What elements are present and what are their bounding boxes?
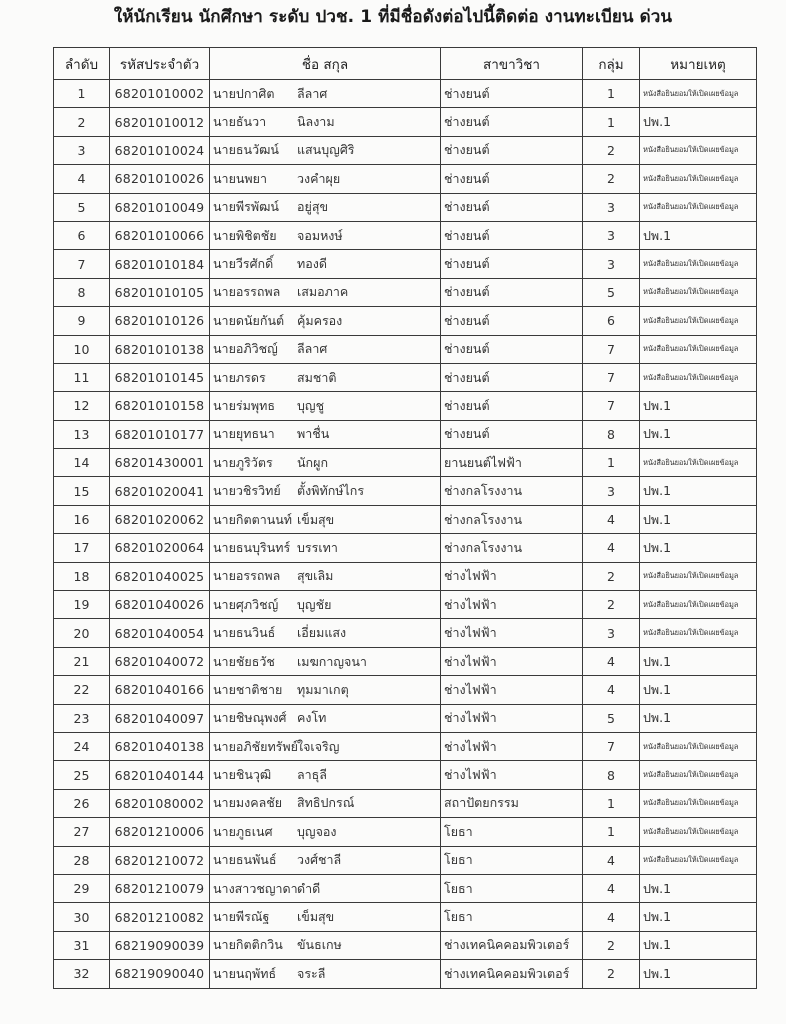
- cell-student-id: 68201010126: [110, 307, 210, 335]
- cell-name: [210, 591, 441, 619]
- cell-no: 7: [54, 250, 110, 278]
- cell-major: ช่างยนต์: [441, 136, 583, 164]
- table-row: [54, 732, 757, 760]
- table-row: [54, 136, 757, 164]
- cell-no: 8: [54, 278, 110, 306]
- cell-name: [210, 534, 441, 562]
- cell-major: โยธา: [441, 846, 583, 874]
- cell-note: หนังสือยินยอมให้เปิดเผยข้อมูล: [640, 193, 757, 221]
- cell-name: [210, 108, 441, 136]
- cell-note: หนังสือยินยอมให้เปิดเผยข้อมูล: [640, 846, 757, 874]
- cell-student-id: 68201020064: [110, 534, 210, 562]
- cell-no: 29: [54, 874, 110, 902]
- cell-name: [210, 505, 441, 533]
- cell-major: ช่างกลโรงงาน: [441, 477, 583, 505]
- cell-student-id: 68201040097: [110, 704, 210, 732]
- cell-no: 9: [54, 307, 110, 335]
- first-name: นายวชิรวิทย์: [213, 483, 281, 499]
- cell-major: ช่างไฟฟ้า: [441, 676, 583, 704]
- cell-note: หนังสือยินยอมให้เปิดเผยข้อมูล: [640, 335, 757, 363]
- last-name: ลาธุลี: [297, 767, 327, 783]
- table-row: [54, 761, 757, 789]
- page-title: ให้นักเรียน นักศึกษา ระดับ ปวช. 1 ที่มีชื่อดังต่อไปนี้ติดต่อ งานทะเบียน ด่วน: [113, 7, 673, 27]
- table-row: [54, 960, 757, 988]
- first-name: นายนพยา: [213, 170, 268, 186]
- first-name: นายวีรศักดิ์: [213, 256, 274, 272]
- cell-no: 32: [54, 960, 110, 988]
- last-name: คงโท: [297, 710, 327, 726]
- cell-name: [210, 960, 441, 988]
- cell-major: ช่างไฟฟ้า: [441, 704, 583, 732]
- cell-major: ช่างยนต์: [441, 80, 583, 108]
- cell-student-id: 68201010024: [110, 136, 210, 164]
- header-id: รหัสประจำตัว: [110, 48, 210, 80]
- cell-major: ช่างไฟฟ้า: [441, 761, 583, 789]
- cell-student-id: 68201010177: [110, 420, 210, 448]
- cell-major: สถาปัตยกรรม: [441, 789, 583, 817]
- last-name: ดำดี: [297, 880, 321, 896]
- cell-major: ช่างยนต์: [441, 307, 583, 335]
- cell-student-id: 68201040054: [110, 619, 210, 647]
- cell-name: [210, 732, 441, 760]
- cell-group: 3: [583, 619, 640, 647]
- table-row: [54, 591, 757, 619]
- cell-group: 2: [583, 960, 640, 988]
- cell-student-id: 68201040072: [110, 647, 210, 675]
- cell-name: [210, 789, 441, 817]
- first-name: นายชิษณุพงศ์: [213, 710, 287, 726]
- cell-student-id: 68201210006: [110, 818, 210, 846]
- cell-student-id: 68201020041: [110, 477, 210, 505]
- first-name: นายธนพันธ์: [213, 852, 277, 868]
- cell-major: ยานยนต์ไฟฟ้า: [441, 449, 583, 477]
- cell-note: หนังสือยินยอมให้เปิดเผยข้อมูล: [640, 761, 757, 789]
- cell-note: หนังสือยินยอมให้เปิดเผยข้อมูล: [640, 818, 757, 846]
- cell-student-id: 68201020062: [110, 505, 210, 533]
- cell-no: 20: [54, 619, 110, 647]
- table-row: [54, 562, 757, 590]
- cell-note: ปพ.1: [640, 392, 757, 420]
- cell-no: 15: [54, 477, 110, 505]
- cell-no: 3: [54, 136, 110, 164]
- cell-no: 30: [54, 903, 110, 931]
- header-group: กลุ่ม: [583, 48, 640, 80]
- table-row: [54, 80, 757, 108]
- first-name: นายดนัยกันต์: [213, 312, 285, 328]
- cell-group: 4: [583, 874, 640, 902]
- cell-no: 2: [54, 108, 110, 136]
- table-row: [54, 477, 757, 505]
- cell-no: 27: [54, 818, 110, 846]
- cell-note: ปพ.1: [640, 960, 757, 988]
- cell-group: 4: [583, 505, 640, 533]
- cell-name: [210, 136, 441, 164]
- table-row: [54, 335, 757, 363]
- cell-group: 7: [583, 363, 640, 391]
- cell-name: [210, 874, 441, 902]
- cell-no: 18: [54, 562, 110, 590]
- last-name: สิทธิปกรณ์: [297, 795, 355, 811]
- last-name: อยู่สุข: [297, 199, 329, 215]
- cell-name: [210, 903, 441, 931]
- first-name: นายอภิวิชญ์: [213, 341, 278, 357]
- cell-no: 14: [54, 449, 110, 477]
- cell-name: [210, 676, 441, 704]
- header-name: ชื่อ สกุล: [210, 48, 441, 80]
- last-name: เข็มสุข: [297, 909, 335, 925]
- cell-major: โยธา: [441, 818, 583, 846]
- cell-note: หนังสือยินยอมให้เปิดเผยข้อมูล: [640, 789, 757, 817]
- last-name: ทุมมาเกตุ: [297, 681, 349, 697]
- cell-group: 2: [583, 562, 640, 590]
- table-row: [54, 420, 757, 448]
- cell-group: 4: [583, 534, 640, 562]
- cell-no: 16: [54, 505, 110, 533]
- last-name: ตั้งพิทักษ์ไกร: [297, 483, 365, 499]
- cell-note: ปพ.1: [640, 676, 757, 704]
- cell-student-id: 68201040138: [110, 732, 210, 760]
- cell-major: ช่างยนต์: [441, 335, 583, 363]
- cell-major: ช่างยนต์: [441, 363, 583, 391]
- table-row: [54, 647, 757, 675]
- last-name: จระลี: [297, 965, 326, 981]
- cell-no: 31: [54, 931, 110, 959]
- first-name: นายยุทธนา: [213, 426, 275, 442]
- cell-note: ปพ.1: [640, 874, 757, 902]
- table-row: [54, 165, 757, 193]
- cell-name: [210, 449, 441, 477]
- student-table: [53, 47, 757, 989]
- table-row: [54, 278, 757, 306]
- last-name: บุญชู: [297, 397, 325, 413]
- cell-name: [210, 363, 441, 391]
- table-row: [54, 108, 757, 136]
- cell-no: 11: [54, 363, 110, 391]
- last-name: ลีลาศ: [297, 341, 328, 357]
- last-name: ใจเจริญ: [297, 738, 340, 754]
- last-name: วงศ์ชาลี: [297, 852, 342, 868]
- cell-no: 24: [54, 732, 110, 760]
- cell-major: ช่างยนต์: [441, 108, 583, 136]
- cell-student-id: 68219090039: [110, 931, 210, 959]
- cell-group: 4: [583, 676, 640, 704]
- cell-name: [210, 278, 441, 306]
- cell-student-id: 68201210079: [110, 874, 210, 902]
- cell-group: 1: [583, 449, 640, 477]
- cell-group: 1: [583, 789, 640, 817]
- cell-no: 5: [54, 193, 110, 221]
- cell-name: [210, 392, 441, 420]
- cell-major: ช่างกลโรงงาน: [441, 505, 583, 533]
- cell-no: 13: [54, 420, 110, 448]
- cell-group: 4: [583, 903, 640, 931]
- last-name: เมฆกาญจนา: [297, 653, 367, 669]
- first-name: นายมงคลชัย: [213, 795, 283, 811]
- last-name: ทองดี: [297, 256, 327, 272]
- cell-no: 26: [54, 789, 110, 817]
- cell-major: ช่างยนต์: [441, 193, 583, 221]
- last-name: บุญจอง: [297, 823, 337, 839]
- last-name: สมชาติ: [297, 369, 337, 385]
- first-name: นายธนวินธ์: [213, 625, 276, 641]
- first-name: นายภรดร: [213, 369, 266, 385]
- table-row: [54, 931, 757, 959]
- cell-name: [210, 80, 441, 108]
- first-name: นายพิชิตชัย: [213, 227, 277, 243]
- cell-note: ปพ.1: [640, 903, 757, 931]
- last-name: เสมอภาค: [297, 284, 349, 300]
- table-row: [54, 193, 757, 221]
- cell-note: ปพ.1: [640, 647, 757, 675]
- cell-group: 5: [583, 704, 640, 732]
- cell-no: 21: [54, 647, 110, 675]
- cell-name: [210, 307, 441, 335]
- first-name: นายร่มพุทธ: [213, 397, 275, 413]
- cell-note: ปพ.1: [640, 108, 757, 136]
- last-name: เอี่ยมแสง: [297, 625, 347, 641]
- cell-note: ปพ.1: [640, 477, 757, 505]
- table-row: [54, 818, 757, 846]
- cell-note: หนังสือยินยอมให้เปิดเผยข้อมูล: [640, 165, 757, 193]
- cell-group: 3: [583, 193, 640, 221]
- cell-no: 19: [54, 591, 110, 619]
- first-name: นายพีรพัฒน์: [213, 199, 279, 215]
- cell-note: ปพ.1: [640, 221, 757, 249]
- first-name: นายชาติชาย: [213, 681, 283, 697]
- cell-major: ช่างยนต์: [441, 278, 583, 306]
- cell-name: [210, 647, 441, 675]
- first-name: นายพีรณัฐ: [213, 909, 270, 925]
- cell-note: หนังสือยินยอมให้เปิดเผยข้อมูล: [640, 278, 757, 306]
- header-no: ลำดับ: [54, 48, 110, 80]
- last-name: คุ้มครอง: [297, 312, 343, 328]
- last-name: สุขเลิม: [297, 568, 334, 584]
- cell-name: [210, 931, 441, 959]
- table-row: [54, 789, 757, 817]
- first-name: นางสาวชญาดา: [213, 880, 298, 896]
- cell-student-id: 68201010026: [110, 165, 210, 193]
- cell-major: ช่างไฟฟ้า: [441, 591, 583, 619]
- cell-no: 25: [54, 761, 110, 789]
- cell-student-id: 68201010158: [110, 392, 210, 420]
- table-row: [54, 619, 757, 647]
- table-header-row: [54, 48, 757, 80]
- cell-student-id: 68201040144: [110, 761, 210, 789]
- cell-major: ช่างไฟฟ้า: [441, 732, 583, 760]
- cell-major: โยธา: [441, 903, 583, 931]
- first-name: นายชัยธวัช: [213, 653, 275, 669]
- table-row: [54, 704, 757, 732]
- cell-name: [210, 477, 441, 505]
- table-row: [54, 534, 757, 562]
- table-row: [54, 449, 757, 477]
- cell-name: [210, 420, 441, 448]
- table-row: [54, 505, 757, 533]
- cell-note: หนังสือยินยอมให้เปิดเผยข้อมูล: [640, 732, 757, 760]
- cell-major: ช่างยนต์: [441, 420, 583, 448]
- last-name: ขันธเกษ: [297, 937, 342, 953]
- table-row: [54, 392, 757, 420]
- table-row: [54, 363, 757, 391]
- cell-group: 1: [583, 80, 640, 108]
- cell-note: หนังสือยินยอมให้เปิดเผยข้อมูล: [640, 363, 757, 391]
- table-row: [54, 307, 757, 335]
- cell-name: [210, 221, 441, 249]
- cell-group: 2: [583, 165, 640, 193]
- first-name: นายอรรถพล: [213, 568, 281, 584]
- cell-group: 2: [583, 136, 640, 164]
- cell-note: หนังสือยินยอมให้เปิดเผยข้อมูล: [640, 449, 757, 477]
- cell-group: 6: [583, 307, 640, 335]
- first-name: นายธนวัฒน์: [213, 142, 279, 158]
- cell-group: 7: [583, 392, 640, 420]
- cell-note: หนังสือยินยอมให้เปิดเผยข้อมูล: [640, 591, 757, 619]
- cell-major: ช่างไฟฟ้า: [441, 562, 583, 590]
- cell-no: 6: [54, 221, 110, 249]
- first-name: นายภูธเนศ: [213, 823, 273, 839]
- cell-group: 2: [583, 591, 640, 619]
- cell-major: ช่างเทคนิคคอมพิวเตอร์: [441, 931, 583, 959]
- table-row: [54, 250, 757, 278]
- first-name: นายธนบุรินทร์: [213, 539, 291, 555]
- cell-group: 7: [583, 335, 640, 363]
- first-name: นายชินวุฒิ: [213, 767, 272, 783]
- cell-note: หนังสือยินยอมให้เปิดเผยข้อมูล: [640, 307, 757, 335]
- cell-group: 8: [583, 761, 640, 789]
- cell-group: 8: [583, 420, 640, 448]
- first-name: นายธันวา: [213, 114, 267, 130]
- cell-no: 22: [54, 676, 110, 704]
- first-name: นายศุภวิชญ์: [213, 596, 279, 612]
- cell-student-id: 68201010012: [110, 108, 210, 136]
- cell-note: ปพ.1: [640, 534, 757, 562]
- cell-student-id: 68201010066: [110, 221, 210, 249]
- cell-note: หนังสือยินยอมให้เปิดเผยข้อมูล: [640, 619, 757, 647]
- last-name: ลีลาศ: [297, 85, 328, 101]
- first-name: นายกิตติกวิน: [213, 937, 283, 953]
- cell-group: 3: [583, 221, 640, 249]
- table-row: [54, 676, 757, 704]
- first-name: นายกิตตานนท์: [213, 511, 293, 527]
- first-name: นายอภิชัยทรัพย์: [213, 738, 298, 754]
- cell-group: 1: [583, 108, 640, 136]
- cell-major: ช่างยนต์: [441, 221, 583, 249]
- cell-name: [210, 704, 441, 732]
- cell-student-id: 68201010049: [110, 193, 210, 221]
- cell-group: 5: [583, 278, 640, 306]
- cell-name: [210, 846, 441, 874]
- cell-no: 10: [54, 335, 110, 363]
- cell-no: 4: [54, 165, 110, 193]
- cell-no: 12: [54, 392, 110, 420]
- cell-major: ช่างเทคนิคคอมพิวเตอร์: [441, 960, 583, 988]
- cell-major: ช่างไฟฟ้า: [441, 619, 583, 647]
- table-row: [54, 903, 757, 931]
- cell-major: ช่างยนต์: [441, 392, 583, 420]
- last-name: จอมหงษ์: [297, 227, 343, 243]
- cell-group: 4: [583, 647, 640, 675]
- cell-name: [210, 562, 441, 590]
- cell-no: 1: [54, 80, 110, 108]
- cell-name: [210, 193, 441, 221]
- cell-major: ช่างยนต์: [441, 250, 583, 278]
- cell-student-id: 68201040025: [110, 562, 210, 590]
- header-major: สาขาวิชา: [441, 48, 583, 80]
- cell-student-id: 68201430001: [110, 449, 210, 477]
- cell-major: ช่างไฟฟ้า: [441, 647, 583, 675]
- cell-student-id: 68201010105: [110, 278, 210, 306]
- cell-group: 3: [583, 250, 640, 278]
- cell-name: [210, 619, 441, 647]
- last-name: บุญชัย: [297, 596, 332, 612]
- last-name: วงคำผุย: [297, 170, 341, 186]
- table-row: [54, 846, 757, 874]
- cell-student-id: 68201010145: [110, 363, 210, 391]
- cell-name: [210, 250, 441, 278]
- cell-name: [210, 818, 441, 846]
- cell-student-id: 68201010138: [110, 335, 210, 363]
- last-name: เข็มสุข: [297, 511, 335, 527]
- first-name: นายปกาศิต: [213, 85, 275, 101]
- cell-group: 1: [583, 818, 640, 846]
- table-row: [54, 221, 757, 249]
- table-body: [54, 80, 757, 989]
- cell-group: 4: [583, 846, 640, 874]
- cell-note: ปพ.1: [640, 505, 757, 533]
- cell-note: หนังสือยินยอมให้เปิดเผยข้อมูล: [640, 250, 757, 278]
- cell-student-id: 68201210072: [110, 846, 210, 874]
- last-name: บรรเทา: [297, 539, 338, 555]
- cell-no: 23: [54, 704, 110, 732]
- last-name: นักผูก: [297, 454, 329, 470]
- last-name: พาชื่น: [297, 426, 330, 442]
- cell-student-id: 68201040026: [110, 591, 210, 619]
- last-name: แสนบุญศิริ: [297, 142, 355, 158]
- last-name: นิลงาม: [297, 114, 335, 130]
- cell-name: [210, 165, 441, 193]
- cell-student-id: 68201210082: [110, 903, 210, 931]
- cell-no: 17: [54, 534, 110, 562]
- first-name: นายอรรถพล: [213, 284, 281, 300]
- table-row: [54, 874, 757, 902]
- first-name: นายภูริวัตร: [213, 454, 273, 470]
- cell-group: 2: [583, 931, 640, 959]
- cell-note: ปพ.1: [640, 704, 757, 732]
- cell-student-id: 68201010002: [110, 80, 210, 108]
- cell-name: [210, 761, 441, 789]
- first-name: นายนฤพัทธ์: [213, 965, 277, 981]
- cell-student-id: 68201080002: [110, 789, 210, 817]
- cell-major: ช่างกลโรงงาน: [441, 534, 583, 562]
- cell-note: ปพ.1: [640, 931, 757, 959]
- cell-no: 28: [54, 846, 110, 874]
- cell-student-id: 68201040166: [110, 676, 210, 704]
- cell-note: หนังสือยินยอมให้เปิดเผยข้อมูล: [640, 80, 757, 108]
- cell-note: ปพ.1: [640, 420, 757, 448]
- cell-student-id: 68201010184: [110, 250, 210, 278]
- cell-group: 7: [583, 732, 640, 760]
- header-note: หมายเหตุ: [640, 48, 757, 80]
- cell-name: [210, 335, 441, 363]
- cell-major: ช่างยนต์: [441, 165, 583, 193]
- cell-note: หนังสือยินยอมให้เปิดเผยข้อมูล: [640, 136, 757, 164]
- cell-note: หนังสือยินยอมให้เปิดเผยข้อมูล: [640, 562, 757, 590]
- cell-group: 3: [583, 477, 640, 505]
- cell-student-id: 68219090040: [110, 960, 210, 988]
- cell-major: โยธา: [441, 874, 583, 902]
